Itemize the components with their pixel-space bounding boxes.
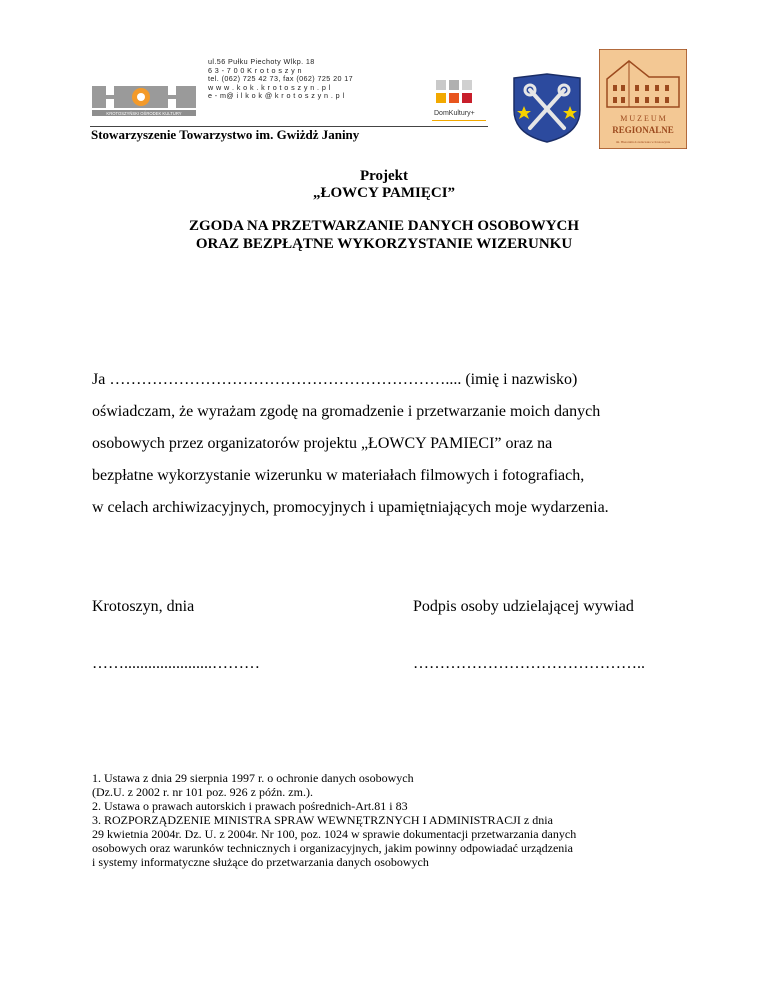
footnote-line: 2. Ustawa o prawach autorskich i prawach pośrednich-Art.81 i 83 <box>92 799 408 813</box>
museum-label-1: M U Z E U M <box>620 114 666 123</box>
consent-title-line-1: ZGODA NA PRZETWARZANIE DANYCH OSOBOWYCH <box>188 218 580 234</box>
dom-kultury-logo <box>430 78 486 124</box>
consent-title-line-2: ORAZ BEZPŁĄTNE WYKORZYSTANIE WIZERUNKU <box>195 236 573 252</box>
museum-label-2: REGIONALNE <box>612 125 674 135</box>
footnote-line: (Dz.U. z 2002 r. nr 101 poz. 926 z późn. zm.). <box>92 785 313 799</box>
signature-blank: …………………………………….. <box>413 655 645 672</box>
footnote-line: 1. Ustawa z dnia 29 sierpnia 1997 r. o ochronie danych osobowych <box>92 771 414 785</box>
name-fill-in-line: Ja ……………………………………………………….... (imię i nazwisko) <box>92 371 578 388</box>
address-line: ul.56 Pułku Piechoty Wlkp. 18 <box>208 57 315 66</box>
museum-logo <box>599 49 687 149</box>
kok-logo <box>92 84 196 118</box>
address-line: e - m@ i l k o k @ k r o t o s z y n . p l <box>208 91 345 101</box>
kok-logo-tagline: KROTOSZYŃSKI OŚRODEK KULTURY <box>106 111 182 116</box>
body-text-line: osobowych przez organizatorów projektu „ŁOWCY PAMIECI” oraz na <box>92 435 553 452</box>
kok-address <box>208 58 408 101</box>
footnote-line: 3. ROZPORZĄDZENIE MINISTRA SPRAW WEWNĘTRZNYCH I ADMINISTRACJI z dnia <box>92 813 553 827</box>
organization-name: Stowarzyszenie Towarzystwo im. Gwiżdż Janiny <box>91 127 360 142</box>
body-text-line: w celach archiwizacyjnych, promocyjnych i upamiętniających moje wydarzenia. <box>92 499 609 516</box>
address-line: tel. (062) 725 42 73, fax (062) 725 20 17 <box>208 74 354 84</box>
footnote-line: i systemy informatyczne służące do przetwarzania danych osobowych <box>92 855 429 869</box>
signature-label: Podpis osoby udzielającej wywiad <box>413 598 634 615</box>
dom-kultury-text: DomKultury+ <box>434 110 475 117</box>
project-name: „ŁOWCY PAMIĘCI” <box>312 185 456 201</box>
museum-label-3: im. Hieronima Ławniczaka w Krotoszynie <box>615 140 671 144</box>
body-text-line: bezpłatne wykorzystanie wizerunku w materiałach filmowych i fotografiach, <box>92 467 585 484</box>
coat-of-arms-icon <box>508 72 586 144</box>
address-line: w w w . k o k . k r o t o s z y n . p l <box>208 82 331 92</box>
body-text-line: oświadczam, że wyrażam zgodę na gromadzenie i przetwarzanie moich danych <box>92 403 601 420</box>
project-label: Projekt <box>359 168 409 184</box>
footnote-line: 29 kwietnia 2004r. Dz. U. z 2004r. Nr 100, poz. 1024 w sprawie dokumentacji przetwarzania danych <box>92 827 577 841</box>
place-date-label: Krotoszyn, dnia <box>92 598 195 615</box>
place-date-blank: ……......................……… <box>92 655 260 672</box>
footnote-line: osobowych oraz warunków technicznych i organizacyjnych, jakim powinny odpowiadać urządzenia <box>92 841 573 855</box>
address-line: 6 3 - 7 0 0 K r o t o s z y n <box>208 65 302 75</box>
